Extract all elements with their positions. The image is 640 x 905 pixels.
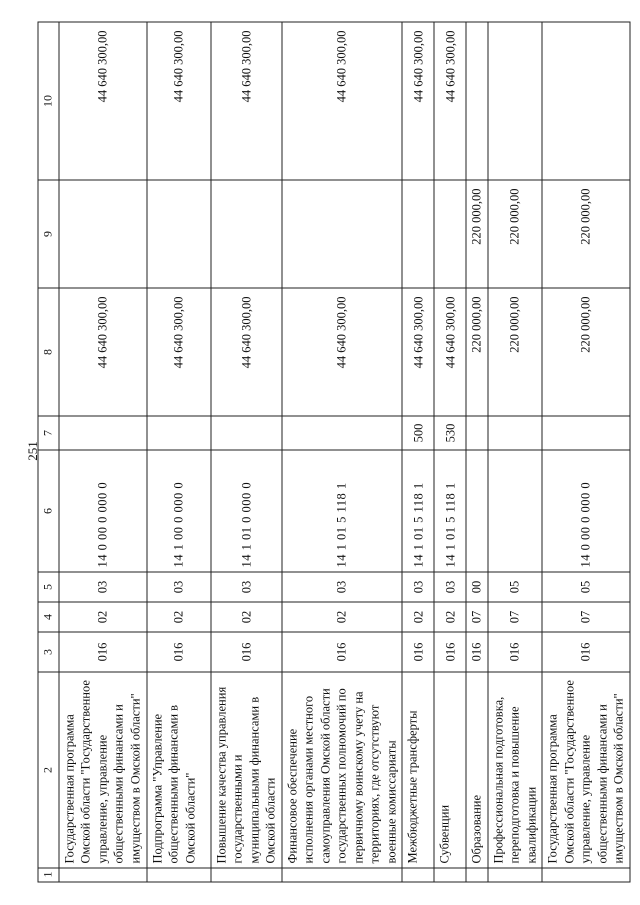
column-number-row (38, 22, 59, 882)
subsection-code-cell: 03 (211, 572, 282, 602)
row-index-cell (59, 868, 147, 882)
ministry-code-cell: 016 (542, 632, 630, 672)
target-article-cell: 14 1 01 5 118 1 (434, 450, 466, 572)
column-header: 5 (38, 572, 59, 602)
amount-cell (434, 180, 466, 288)
amount-cell: 44 640 300,00 (211, 22, 282, 180)
amount-cell (542, 22, 630, 180)
amount-cell: 220 000,00 (542, 180, 630, 288)
total-amount-cell: 44 640 300,00 (434, 288, 466, 416)
subsection-code-cell: 03 (147, 572, 211, 602)
total-amount-cell: 44 640 300,00 (282, 288, 403, 416)
ministry-code-cell: 016 (402, 632, 434, 672)
subsection-code-cell: 05 (488, 572, 543, 602)
ministry-code-cell: 016 (211, 632, 282, 672)
target-article-cell: 14 0 00 0 000 0 (59, 450, 147, 572)
section-code-cell: 02 (211, 602, 282, 632)
budget-table-wrapper (38, 23, 626, 883)
ministry-code-cell: 016 (282, 632, 403, 672)
row-name-cell: Повышение качества управления государственными и муниципальными финансами в Омской области (211, 672, 282, 868)
section-code-cell: 07 (466, 602, 488, 632)
page-number: 251 (25, 441, 40, 461)
row-name-cell: Подпрограмма "Управление общественными финансами в Омской области" (147, 672, 211, 868)
row-name-cell: Субвенции (434, 672, 466, 868)
table-row (488, 22, 543, 882)
column-header: 10 (38, 22, 59, 180)
column-header: 2 (38, 672, 59, 868)
row-name-cell: Образование (466, 672, 488, 868)
subsection-code-cell: 05 (542, 572, 630, 602)
row-index-cell (434, 868, 466, 882)
ministry-code-cell: 016 (466, 632, 488, 672)
ministry-code-cell: 016 (488, 632, 543, 672)
row-index-cell (402, 868, 434, 882)
row-name-cell: Профессиональная подготовка, переподготовка и повышение квалификации (488, 672, 543, 868)
table-row (59, 22, 147, 882)
row-index-cell (211, 868, 282, 882)
target-article-cell (466, 450, 488, 572)
row-index-cell (147, 868, 211, 882)
ministry-code-cell: 016 (434, 632, 466, 672)
table-row (147, 22, 211, 882)
row-name-cell: Финансовое обеспечение исполнения органами местного самоуправления Омской области государственных полномочий по первичному воинскому учету на территориях, где отсутствуют военные комиссариаты (282, 672, 403, 868)
ministry-code-cell: 016 (59, 632, 147, 672)
subsection-code-cell: 03 (282, 572, 403, 602)
section-code-cell: 02 (402, 602, 434, 632)
subsection-code-cell: 03 (59, 572, 147, 602)
row-name-cell: Государственная программа Омской области "Государственное управление, управление общественными финансами и имуществом в Омской области" (59, 672, 147, 868)
subsection-code-cell: 03 (402, 572, 434, 602)
total-amount-cell: 220 000,00 (466, 288, 488, 416)
expense-type-cell (488, 416, 543, 450)
section-code-cell: 02 (434, 602, 466, 632)
table-body (38, 22, 630, 882)
table-row (466, 22, 488, 882)
amount-cell (147, 180, 211, 288)
total-amount-cell: 44 640 300,00 (147, 288, 211, 416)
section-code-cell: 07 (488, 602, 543, 632)
budget-table (38, 22, 631, 883)
column-header: 6 (38, 450, 59, 572)
table-row (434, 22, 466, 882)
amount-cell: 44 640 300,00 (282, 22, 403, 180)
table-row (542, 22, 630, 882)
expense-type-cell: 530 (434, 416, 466, 450)
amount-cell: 220 000,00 (488, 180, 543, 288)
amount-cell: 44 640 300,00 (434, 22, 466, 180)
table-row (282, 22, 403, 882)
section-code-cell: 02 (282, 602, 403, 632)
expense-type-cell: 500 (402, 416, 434, 450)
target-article-cell: 14 1 00 0 000 0 (147, 450, 211, 572)
row-index-cell (466, 868, 488, 882)
row-index-cell (488, 868, 543, 882)
expense-type-cell (59, 416, 147, 450)
column-header: 3 (38, 632, 59, 672)
amount-cell (282, 180, 403, 288)
section-code-cell: 02 (59, 602, 147, 632)
row-name-cell: Межбюджетные трансферты (402, 672, 434, 868)
ministry-code-cell: 016 (147, 632, 211, 672)
amount-cell: 44 640 300,00 (402, 22, 434, 180)
amount-cell: 44 640 300,00 (59, 22, 147, 180)
expense-type-cell (466, 416, 488, 450)
row-index-cell (542, 868, 630, 882)
expense-type-cell (211, 416, 282, 450)
row-name-cell: Государственная программа Омской области "Государственное управление, управление общественными финансами и имуществом в Омской области" (542, 672, 630, 868)
expense-type-cell (542, 416, 630, 450)
total-amount-cell: 44 640 300,00 (402, 288, 434, 416)
column-header: 8 (38, 288, 59, 416)
column-header: 1 (38, 868, 59, 882)
column-header: 4 (38, 602, 59, 632)
total-amount-cell: 220 000,00 (488, 288, 543, 416)
table-row (402, 22, 434, 882)
total-amount-cell: 44 640 300,00 (59, 288, 147, 416)
amount-cell (59, 180, 147, 288)
expense-type-cell (147, 416, 211, 450)
amount-cell (211, 180, 282, 288)
target-article-cell (488, 450, 543, 572)
column-header: 7 (38, 416, 59, 450)
column-header: 9 (38, 180, 59, 288)
total-amount-cell: 220 000,00 (542, 288, 630, 416)
section-code-cell: 02 (147, 602, 211, 632)
expense-type-cell (282, 416, 403, 450)
amount-cell: 44 640 300,00 (147, 22, 211, 180)
target-article-cell: 14 0 00 0 000 0 (542, 450, 630, 572)
table-row (211, 22, 282, 882)
target-article-cell: 14 1 01 0 000 0 (211, 450, 282, 572)
total-amount-cell: 44 640 300,00 (211, 288, 282, 416)
target-article-cell: 14 1 01 5 118 1 (402, 450, 434, 572)
amount-cell (488, 22, 543, 180)
section-code-cell: 07 (542, 602, 630, 632)
amount-cell (466, 22, 488, 180)
amount-cell (402, 180, 434, 288)
row-index-cell (282, 868, 403, 882)
amount-cell: 220 000,00 (466, 180, 488, 288)
subsection-code-cell: 00 (466, 572, 488, 602)
target-article-cell: 14 1 01 5 118 1 (282, 450, 403, 572)
subsection-code-cell: 03 (434, 572, 466, 602)
